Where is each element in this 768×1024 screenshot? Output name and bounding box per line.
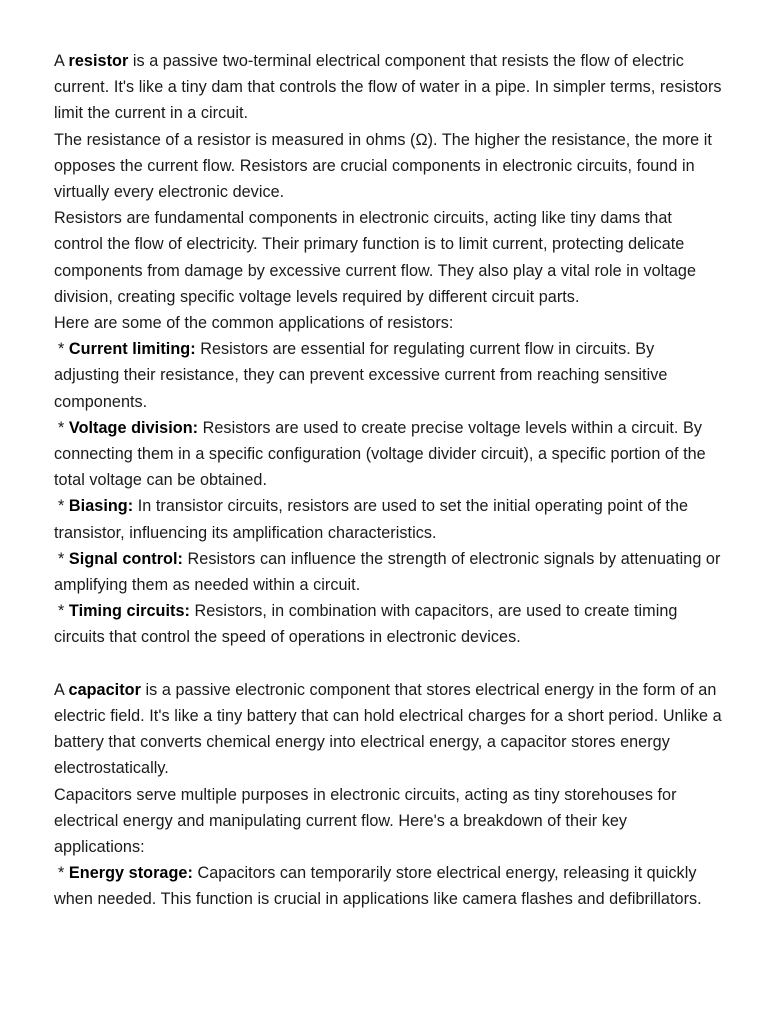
list-item-term: Voltage division: bbox=[68, 418, 199, 437]
list-item-text: Resistors are used to create precise voltage levels within a circuit. By connecting them in a specific configuration (voltage divider circuit), a specific portion of the total voltage can be obtained. bbox=[54, 418, 706, 490]
list-item-term: Timing circuits: bbox=[68, 602, 190, 621]
capacitor-term: capacitor bbox=[68, 680, 141, 699]
bullet-marker: * bbox=[58, 340, 65, 359]
list-item bbox=[54, 860, 722, 912]
resistor-applications-intro: Here are some of the common applications of resistors: bbox=[54, 314, 454, 333]
list-item-text: Resistors are essential for regulating current flow in circuits. By adjusting their resistance, they can prevent excessive current from reaching sensitive components. bbox=[54, 340, 668, 411]
list-item-term: Biasing: bbox=[68, 497, 134, 516]
bullet-marker: * bbox=[58, 549, 65, 568]
resistor-intro-paragraph bbox=[54, 48, 722, 127]
list-item bbox=[54, 598, 722, 650]
capacitor-intro-paragraph bbox=[54, 677, 722, 782]
intro-text: is a passive two-terminal electrical component that resists the flow of electric current. It's like a tiny dam that controls the flow of water in a pipe. In simpler terms, resistors limit the current in a circuit. bbox=[54, 52, 722, 123]
list-item-term: Energy storage: bbox=[68, 864, 193, 883]
section-spacer bbox=[54, 651, 722, 677]
list-item-term: Current limiting: bbox=[68, 340, 196, 359]
list-item bbox=[54, 493, 722, 545]
list-item bbox=[54, 415, 722, 494]
bullet-marker: * bbox=[58, 602, 65, 621]
resistance-paragraph: The resistance of a resistor is measured in ohms (Ω). The higher the resistance, the more it opposes the current flow. Resistors are crucial components in electronic circuits, found in virtually every electronic device. bbox=[54, 130, 712, 202]
bullet-marker: * bbox=[58, 864, 65, 883]
resistor-fundamentals-paragraph: Resistors are fundamental components in electronic circuits, acting like tiny dams that control the flow of electricity. Their primary function is to limit current, protecting delicate components from damage by excessive current flow. They also play a vital role in voltage division, creating specific voltage levels required by different circuit parts. bbox=[54, 209, 697, 306]
list-item-text: Resistors, in combination with capacitors, are used to create timing circuits that control the speed of operations in electronic devices. bbox=[54, 602, 678, 647]
bullet-marker: * bbox=[58, 418, 65, 437]
capacitor-purposes-paragraph: Capacitors serve multiple purposes in electronic circuits, acting as tiny storehouses for electrical energy and manipulating current flow. Here's a breakdown of their key applications: bbox=[54, 785, 677, 857]
document-body bbox=[54, 48, 722, 913]
list-item bbox=[54, 336, 722, 415]
list-item-text: Capacitors can temporarily store electrical energy, releasing it quickly when needed. This function is crucial in applications like camera flashes and defibrillators. bbox=[54, 864, 702, 909]
list-item-term: Signal control: bbox=[68, 549, 183, 568]
bullet-marker: * bbox=[58, 497, 65, 516]
intro-text: is a passive electronic component that stores electrical energy in the form of an electric field. It's like a tiny battery that can hold electrical charges for a short period. Unlike a battery that converts chemical energy into electrical energy, a capacitor stores energy electrostatically. bbox=[54, 680, 722, 778]
list-item bbox=[54, 546, 722, 598]
list-item-text: Resistors can influence the strength of electronic signals by attenuating or amplifying them as needed within a circuit. bbox=[54, 549, 721, 595]
intro-prefix: A bbox=[54, 52, 69, 70]
resistor-term: resistor bbox=[68, 52, 129, 70]
list-item-text: In transistor circuits, resistors are used to set the initial operating point of the transistor, influencing its amplification characteristics. bbox=[54, 497, 689, 542]
intro-prefix: A bbox=[54, 680, 69, 699]
